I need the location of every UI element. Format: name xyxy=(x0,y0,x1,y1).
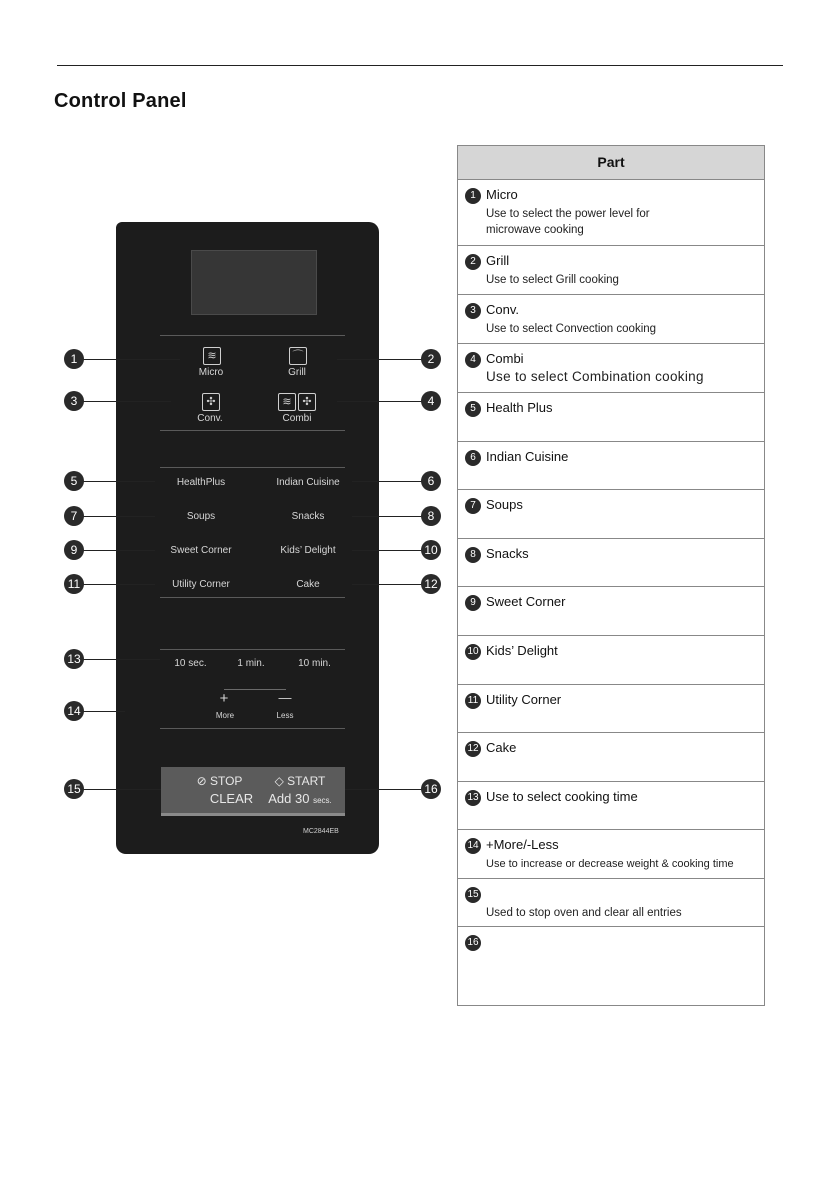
minus-symbol: — xyxy=(278,690,292,705)
healthplus-button-label: HealthPlus xyxy=(176,477,226,488)
table-row xyxy=(458,830,764,879)
table-row xyxy=(458,539,764,587)
callout-number: 11 xyxy=(64,574,84,594)
snacks-button-label: Snacks xyxy=(291,511,325,522)
row-number: 12 xyxy=(465,741,481,757)
cake-button-label: Cake xyxy=(296,579,320,590)
display-window xyxy=(191,250,317,315)
one-min-button-label: 1 min. xyxy=(237,658,265,669)
table-row xyxy=(458,782,764,830)
sweet-corner-button-label: Sweet Corner xyxy=(170,545,232,556)
stop-icon: ⊘ xyxy=(196,774,210,788)
row-title: Soups xyxy=(486,497,523,512)
callout-leader xyxy=(83,481,155,482)
row-number: 8 xyxy=(465,547,481,563)
callout-leader xyxy=(337,359,425,360)
indian-cuisine-button-label: Indian Cuisine xyxy=(276,477,340,488)
conv-button-label: Conv. xyxy=(197,413,223,424)
row-number: 1 xyxy=(465,188,481,204)
start-label: START xyxy=(287,774,326,788)
row-description: Use to select the power level for microwave cooking xyxy=(486,208,650,236)
row-title: Sweet Corner xyxy=(486,594,566,609)
row-number: 2 xyxy=(465,254,481,270)
divider xyxy=(160,728,345,729)
row-number: 6 xyxy=(465,450,481,466)
callout-leader xyxy=(345,789,425,790)
soups-button-label: Soups xyxy=(186,511,216,522)
callout-leader xyxy=(352,516,425,517)
callout-leader xyxy=(83,789,161,790)
microwave-waves-icon: ≋ xyxy=(203,347,221,365)
row-title: +More/-Less xyxy=(486,837,559,852)
ten-min-button-label: 10 min. xyxy=(298,658,331,669)
divider xyxy=(160,467,345,468)
callout-number: 6 xyxy=(421,471,441,491)
row-number: 10 xyxy=(465,644,481,660)
divider xyxy=(160,649,345,650)
combi-icon: ≋ xyxy=(278,393,296,411)
more-button-label: More xyxy=(215,711,235,720)
parts-table-header: Part xyxy=(458,146,764,180)
convection-fan-icon: ✣ xyxy=(202,393,220,411)
table-row xyxy=(458,636,764,685)
less-button-label: Less xyxy=(276,711,294,720)
row-title: Grill xyxy=(486,253,510,268)
callout-leader xyxy=(337,401,425,402)
start-icon: ◇ xyxy=(274,774,288,788)
divider xyxy=(160,430,345,431)
kids-delight-button-label: Kids’ Delight xyxy=(280,545,336,556)
row-number: 13 xyxy=(465,790,481,806)
table-row xyxy=(458,587,764,636)
table-row xyxy=(458,393,764,442)
callout-number: 8 xyxy=(421,506,441,526)
plus-symbol: + xyxy=(219,690,229,707)
callout-leader xyxy=(352,481,425,482)
table-row xyxy=(458,180,764,246)
table-row xyxy=(458,490,764,539)
start-button xyxy=(255,767,345,816)
callout-number: 3 xyxy=(64,391,84,411)
table-row xyxy=(458,733,764,782)
micro-button-label: Micro xyxy=(198,367,224,378)
row-number: 7 xyxy=(465,498,481,514)
callout-leader xyxy=(83,401,171,402)
secs-label: secs. xyxy=(313,796,332,805)
divider xyxy=(160,335,345,336)
row-title: Indian Cuisine xyxy=(486,449,569,464)
row-description: Use to select Combination cooking xyxy=(486,369,704,384)
callout-leader xyxy=(352,550,425,551)
row-title: Kids’ Delight xyxy=(486,643,558,658)
table-row xyxy=(458,344,764,393)
callout-leader xyxy=(352,584,425,585)
grill-button-label: Grill xyxy=(288,367,306,378)
row-title: Utility Corner xyxy=(486,692,562,707)
grill-icon: ⌒ xyxy=(289,347,307,365)
callout-number: 15 xyxy=(64,779,84,799)
combi-fan-icon: ✣ xyxy=(298,393,316,411)
callout-number: 7 xyxy=(64,506,84,526)
callout-leader xyxy=(83,359,180,360)
row-number: 5 xyxy=(465,401,481,417)
stop-label: STOP xyxy=(209,774,243,788)
callout-leader xyxy=(83,584,155,585)
control-panel-illustration xyxy=(116,222,379,854)
callout-number: 16 xyxy=(421,779,441,799)
callout-number: 4 xyxy=(421,391,441,411)
table-row xyxy=(458,442,764,490)
page-title: Control Panel xyxy=(54,90,187,112)
row-title: Combi xyxy=(486,351,524,366)
row-number: 3 xyxy=(465,303,481,319)
callout-leader xyxy=(83,659,160,660)
row-title: Use to select cooking time xyxy=(486,789,638,804)
callout-number: 12 xyxy=(421,574,441,594)
callout-number: 13 xyxy=(64,649,84,669)
callout-leader xyxy=(83,711,125,712)
row-title: Conv. xyxy=(486,302,519,317)
callout-leader xyxy=(83,516,155,517)
row-number: 4 xyxy=(465,352,481,368)
table-row xyxy=(458,879,764,927)
row-number: 11 xyxy=(465,693,481,709)
table-row xyxy=(458,685,764,733)
clear-label: CLEAR xyxy=(209,791,254,806)
row-number: 16 xyxy=(465,935,481,951)
row-description: Use to select Convection cooking xyxy=(486,323,657,335)
row-title: Health Plus xyxy=(486,400,553,415)
table-row xyxy=(458,927,764,1007)
callout-leader xyxy=(83,550,155,551)
utility-corner-button-label: Utility Corner xyxy=(172,579,230,590)
row-number: 9 xyxy=(465,595,481,611)
callout-number: 2 xyxy=(421,349,441,369)
divider xyxy=(160,597,345,598)
row-number: 15 xyxy=(465,887,481,903)
row-description: Use to increase or decrease weight & cooking time xyxy=(486,858,734,870)
row-description: Used to stop oven and clear all entries xyxy=(486,907,682,919)
parts-table xyxy=(457,145,765,1006)
row-title: Micro xyxy=(486,187,518,202)
row-title: Cake xyxy=(486,740,517,755)
callout-number: 14 xyxy=(64,701,84,721)
combi-button-label: Combi xyxy=(282,413,312,424)
ten-sec-button-label: 10 sec. xyxy=(174,658,207,669)
callout-number: 5 xyxy=(64,471,84,491)
table-row xyxy=(458,295,764,344)
header-rule xyxy=(57,65,783,66)
model-number: MC2844EB xyxy=(303,828,339,835)
callout-number: 1 xyxy=(64,349,84,369)
row-number: 14 xyxy=(465,838,481,854)
table-row xyxy=(458,246,764,295)
row-description: Use to select Grill cooking xyxy=(486,274,619,286)
callout-number: 10 xyxy=(421,540,441,560)
add-30-label: Add 30 xyxy=(268,791,310,806)
callout-number: 9 xyxy=(64,540,84,560)
row-title: Snacks xyxy=(486,546,529,561)
